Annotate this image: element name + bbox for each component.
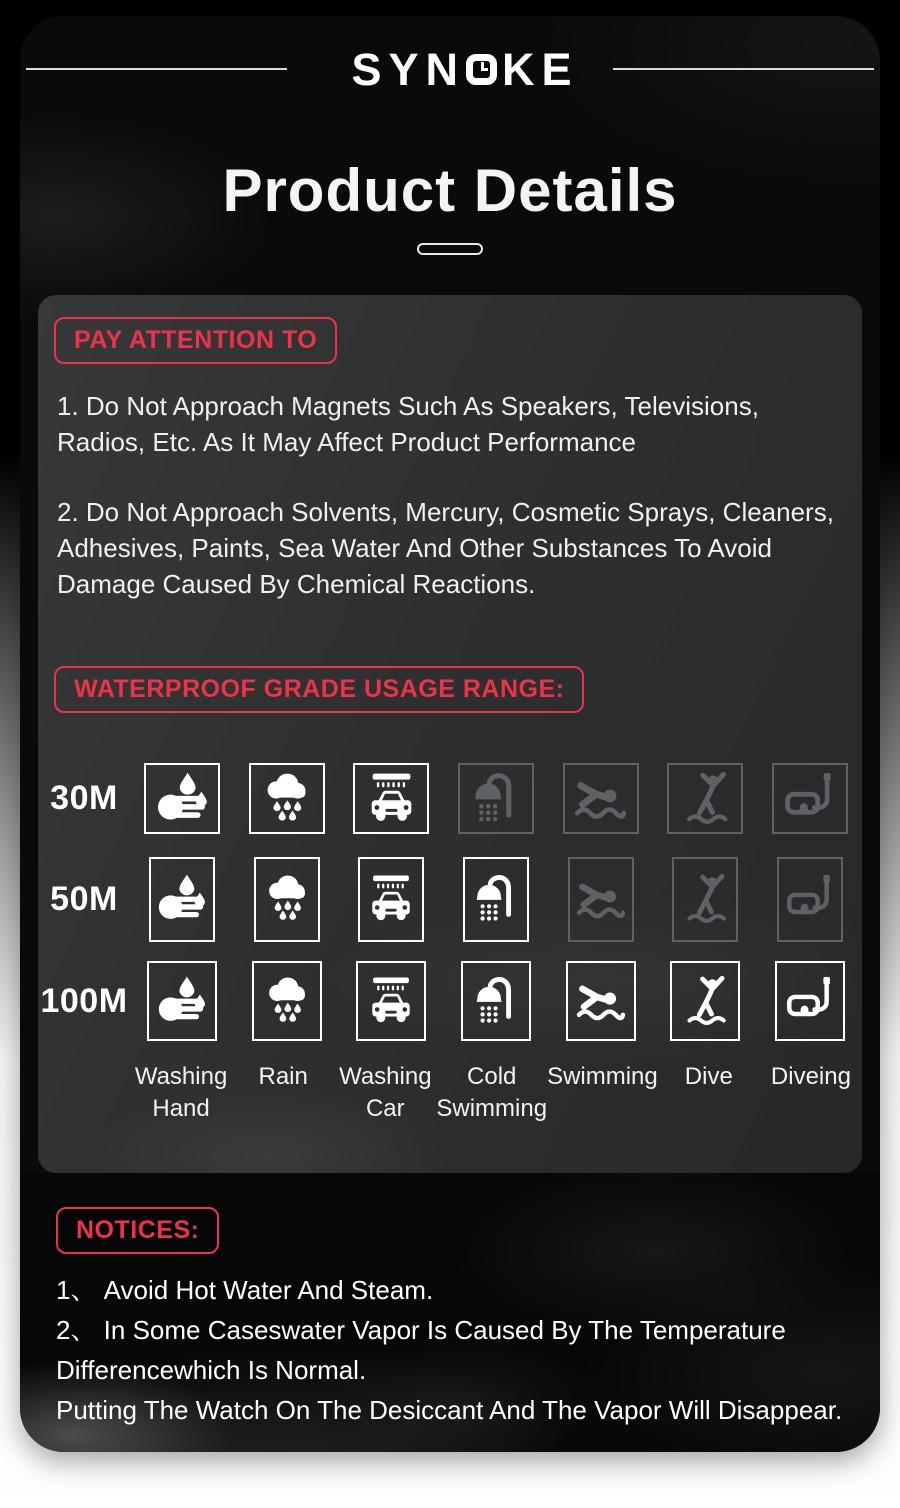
notices-section (20, 1173, 880, 1452)
waterproof-labels (38, 1061, 862, 1125)
notice-lines (56, 1270, 844, 1430)
hand-wash-icon (147, 961, 217, 1041)
usage-label: Washing Hand (134, 1063, 228, 1122)
notice-line-2: 2、 In Some Caseswater Vapor Is Caused By The Temperature Differencewhich Is Normal. (56, 1315, 786, 1385)
usage-label: Washing Car (339, 1063, 432, 1122)
usage-label: Rain (258, 1063, 308, 1090)
brand-logo-right: KE (502, 43, 579, 95)
brand-logo-row (20, 43, 880, 95)
usage-label: Swimming (547, 1063, 658, 1090)
swimmer-icon (563, 763, 639, 834)
hand-wash-icon (149, 857, 215, 942)
rain-icon (254, 857, 320, 942)
watch-face-o-icon (466, 54, 497, 85)
usage-label: Cold Swimming (436, 1063, 548, 1122)
hand-wash-icon (144, 763, 220, 834)
brand-logo-left: SYN (351, 43, 466, 95)
waterproof-row-30m (38, 749, 862, 847)
snorkel-mask-icon (772, 763, 848, 834)
snorkel-mask-icon (777, 857, 843, 942)
cold-shower-icon (458, 763, 534, 834)
car-wash-icon (353, 763, 429, 834)
product-details-card (20, 16, 880, 1452)
notices-badge: NOTICES: (56, 1207, 219, 1254)
attention-item-2: 2. Do Not Approach Solvents, Mercury, Cosmetic Sprays, Cleaners, Adhesives, Paints, Sea Water And Other Substances To Avoid Damage Caused By Chemical Reactions. (57, 497, 834, 599)
brand-logo (351, 43, 579, 95)
usage-label: Dive (684, 1063, 733, 1090)
logo-flank-line-right (613, 68, 874, 70)
dive-icon (672, 857, 738, 942)
cold-shower-icon (461, 961, 531, 1041)
waterproof-row-100m (38, 951, 862, 1051)
dive-icon (667, 763, 743, 834)
title-underline-pill (417, 243, 483, 255)
car-wash-icon (356, 961, 426, 1041)
notice-line-1: 1、 Avoid Hot Water And Steam. (56, 1275, 434, 1305)
logo-flank-line-left (26, 68, 287, 70)
page-title: Product Details (222, 157, 678, 224)
attention-item-1: 1. Do Not Approach Magnets Such As Speakers, Televisions, Radios, Etc. As It May Affect Product Performance (57, 391, 759, 457)
waterproof-row-50m (38, 847, 862, 951)
swimmer-icon (568, 857, 634, 942)
depth-label: 100M (40, 981, 128, 1020)
usage-label: Diveing (770, 1063, 851, 1090)
depth-label: 50M (50, 879, 118, 918)
dive-icon (670, 961, 740, 1041)
rain-icon (252, 961, 322, 1041)
pay-attention-badge: PAY ATTENTION TO (54, 317, 337, 364)
snorkel-mask-icon (775, 961, 845, 1041)
notice-line-3: Putting The Watch On The Desiccant And The Vapor Will Disappear. (56, 1395, 843, 1425)
depth-label: 30M (50, 778, 118, 817)
car-wash-icon (358, 857, 424, 942)
header-section (20, 16, 880, 255)
waterproof-badge: WATERPROOF GRADE USAGE RANGE: (54, 666, 584, 713)
swimmer-icon (566, 961, 636, 1041)
cold-shower-icon (463, 857, 529, 942)
info-panel (38, 295, 862, 1173)
waterproof-grid (38, 749, 862, 1051)
rain-icon (249, 763, 325, 834)
